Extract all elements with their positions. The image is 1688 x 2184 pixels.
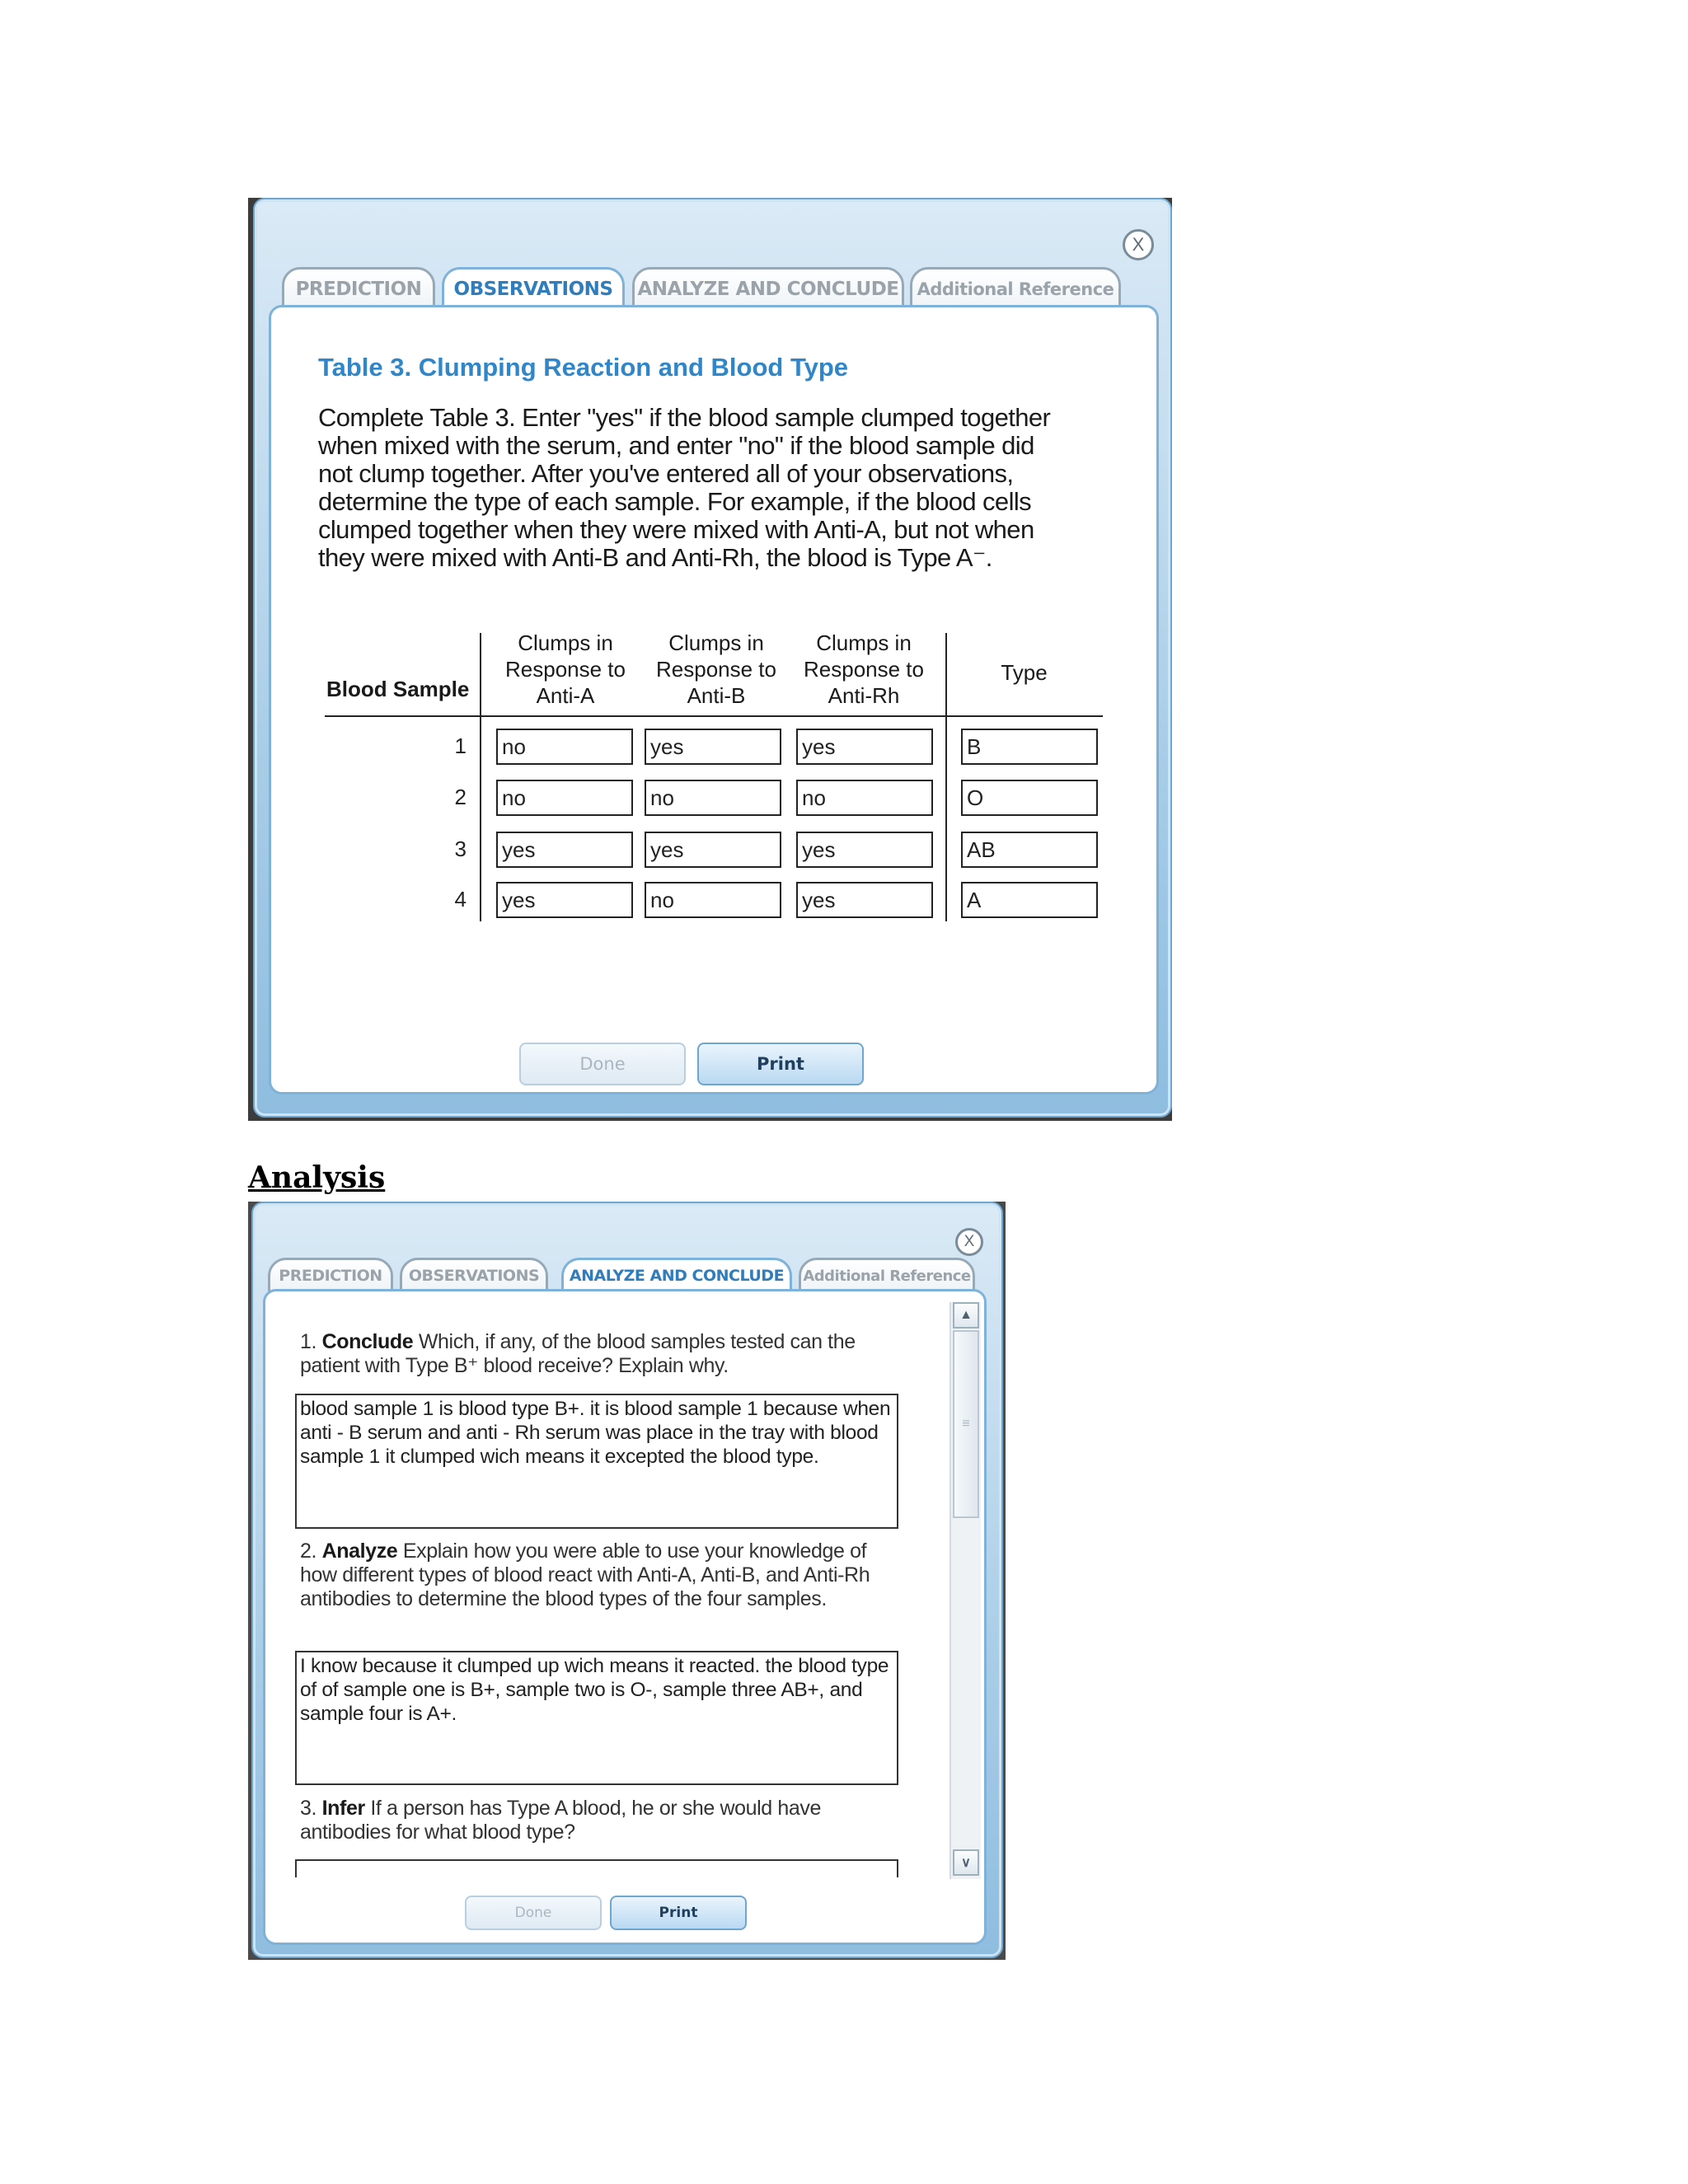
done-button[interactable]: Done [465, 1896, 602, 1930]
anti-b-input[interactable]: no [645, 882, 781, 918]
grip-icon: ≡ [962, 1417, 970, 1431]
type-input[interactable]: A [961, 882, 1098, 918]
close-button[interactable]: X [955, 1228, 983, 1256]
question-text: If a person has Type A blood, he or she would have antibodies for what blood type? [300, 1797, 821, 1844]
header-anti-a-line: Anti-A [536, 683, 595, 708]
header-anti-a-line: Clumps in [518, 630, 613, 655]
anti-rh-input[interactable]: no [796, 780, 933, 816]
table-header-rule [325, 715, 1103, 717]
close-button[interactable]: X [1123, 229, 1154, 260]
anti-a-input[interactable]: no [496, 729, 633, 765]
tab-observations[interactable]: OBSERVATIONS [442, 267, 625, 312]
header-anti-a-line: Response to [505, 657, 626, 682]
row-number: 2 [454, 785, 467, 809]
table-divider-right [945, 633, 947, 921]
question-keyword: Infer [321, 1797, 365, 1820]
question-number: 1. [300, 1330, 317, 1353]
header-anti-a [495, 630, 636, 709]
question-keyword: Conclude [321, 1330, 414, 1353]
anti-rh-input[interactable]: yes [796, 832, 933, 868]
tab-additional-reference[interactable]: Additional Reference [799, 1258, 975, 1294]
header-anti-b-line: Anti-B [687, 683, 746, 708]
answer-1-textarea[interactable]: blood sample 1 is blood type B+. it is blood sample 1 because when anti - B serum and anti - Rh serum was place in the tray with blood sample 1 it clumped wich means it excepted the blood type. [295, 1394, 898, 1529]
anti-b-input[interactable]: yes [645, 832, 781, 868]
question-1 [300, 1330, 893, 1378]
anti-a-input[interactable]: no [496, 780, 633, 816]
answer-3-textarea[interactable] [295, 1859, 898, 1877]
tab-prediction[interactable]: PREDICTION [282, 267, 435, 312]
row-number: 1 [454, 733, 467, 758]
question-2 [300, 1540, 893, 1611]
header-anti-rh-line: Anti-Rh [828, 683, 900, 708]
header-anti-rh [793, 630, 935, 709]
print-button[interactable]: Print [697, 1043, 864, 1085]
anti-rh-input[interactable]: yes [796, 882, 933, 918]
question-text: Which, if any, of the blood samples tested can the patient with Type B⁺ blood receive? Explain why. [300, 1330, 856, 1377]
tab-observations[interactable]: OBSERVATIONS [400, 1258, 548, 1294]
analyze-panel [263, 1289, 987, 1945]
type-input[interactable]: O [961, 780, 1098, 816]
instructions-text: Complete Table 3. Enter "yes" if the blood sample clumped together when mixed with the serum, and enter "no" if the blood sample did not clump together. After you've entered all of your observations, determine the type of each sample. For example, if the blood cells clumped together when they were mixed with Anti-A, but not when they were mixed with Anti-B and Anti-Rh, the blood is Type A⁻. [318, 403, 1051, 572]
anti-b-input[interactable]: yes [645, 729, 781, 765]
anti-b-input[interactable]: no [645, 780, 781, 816]
header-anti-rh-line: Clumps in [816, 630, 912, 655]
tab-additional-reference[interactable]: Additional Reference [910, 267, 1121, 312]
answer-2-textarea[interactable]: I know because it clumped up wich means it reacted. the blood type of of sample one is B+, sample two is O-, sample three AB+, and sample four is A+. [295, 1651, 898, 1785]
type-input[interactable]: AB [961, 832, 1098, 868]
type-input[interactable]: B [961, 729, 1098, 765]
question-number: 3. [300, 1797, 317, 1820]
scroll-down-button[interactable]: ∨ [953, 1849, 979, 1876]
question-keyword: Analyze [321, 1540, 398, 1563]
table-divider-left [480, 633, 481, 921]
tab-prediction[interactable]: PREDICTION [268, 1258, 393, 1294]
tab-analyze-and-conclude[interactable]: ANALYZE AND CONCLUDE [561, 1258, 792, 1294]
row-number: 4 [454, 887, 467, 912]
tab-analyze-and-conclude[interactable]: ANALYZE AND CONCLUDE [632, 267, 904, 312]
table-title: Table 3. Clumping Reaction and Blood Type [318, 353, 849, 382]
scrollbar-thumb[interactable] [953, 1330, 979, 1518]
row-number: 3 [454, 837, 467, 861]
header-blood-sample: Blood Sample [326, 677, 470, 701]
done-button[interactable]: Done [519, 1043, 686, 1085]
question-text: Explain how you were able to use your knowledge of how different types of blood react with Anti-A, Anti-B, and Anti-Rh antibodies to determine the blood types of the four samples. [300, 1540, 870, 1610]
header-anti-b-line: Response to [656, 657, 776, 682]
header-anti-b [645, 630, 787, 709]
question-3 [300, 1797, 893, 1844]
header-anti-b-line: Clumps in [668, 630, 764, 655]
header-type: Type [1001, 660, 1048, 685]
header-anti-rh-line: Response to [804, 657, 924, 682]
anti-a-input[interactable]: yes [496, 882, 633, 918]
anti-rh-input[interactable]: yes [796, 729, 933, 765]
anti-a-input[interactable]: yes [496, 832, 633, 868]
analysis-heading: Analysis [248, 1160, 386, 1195]
question-number: 2. [300, 1540, 317, 1563]
scroll-up-button[interactable]: ▲ [953, 1302, 979, 1329]
print-button[interactable]: Print [610, 1896, 747, 1930]
